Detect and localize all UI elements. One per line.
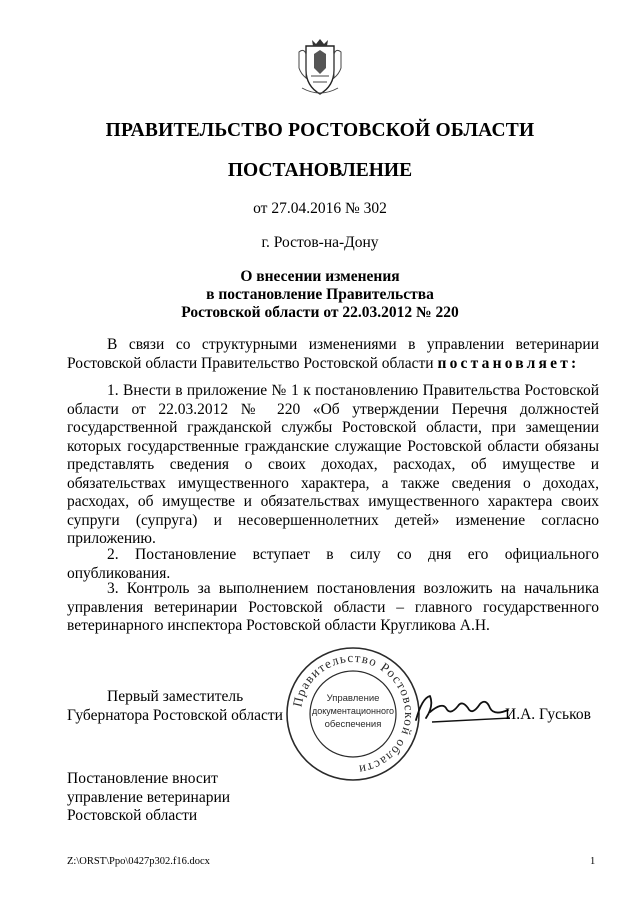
- signatory-position: [67, 688, 283, 725]
- coat-of-arms-icon: [296, 38, 344, 98]
- item-3-paragraph: 3. Контроль за выполнением постановления возложить на начальника управления ветеринарии Ростовской области – главного государственного ветеринарного инспектора Ростовской области Кругликова А.Н.: [67, 580, 599, 634]
- intro-text: В связи со структурными изменениями в управлении ветеринарии Ростовской области Правительство Ростовской области: [67, 336, 599, 372]
- submitted-by-note: [67, 770, 230, 826]
- seal-inner-line-1: Управление: [326, 693, 380, 704]
- subject-line-1: О внесении изменения: [240, 268, 400, 285]
- submitted-by-line-1: Постановление вносит: [67, 770, 218, 787]
- document-city: г. Ростов-на-Дону: [261, 234, 379, 251]
- document-subject: [0, 268, 640, 322]
- document-type: ПОСТАНОВЛЕНИЕ: [227, 160, 413, 181]
- item-1-paragraph: 1. Внести в приложение № 1 к постановлению Правительства Ростовской области от 22.03.2012 № 220 «Об утверждении Перечня должностей государственной гражданской службы Ростовской области, при замещении которых государственные гражданские служащие Ростовской области обязаны представлять сведения о своих доходах, расходах, об имуществе и обязательствах имущественного характера, а также сведения о доходах, расходах, об имуществе и обязательствах имущественного характера своих супруги (супруга) и несовершеннолетних детей» изменение согласно приложению.: [67, 382, 599, 547]
- document-date-number: от 27.04.2016 № 302: [253, 200, 387, 217]
- page-number: 1: [590, 856, 596, 867]
- submitted-by-line-3: Ростовской области: [67, 807, 198, 824]
- seal-inner-line-3: обеспечения: [324, 719, 382, 730]
- signatory-position-line-1: Первый заместитель: [107, 688, 244, 705]
- signatory-name: И.А. Гуськов: [505, 706, 591, 723]
- file-path: Z:\ORST\Ppo\0427p302.f16.docx: [67, 856, 210, 867]
- handwritten-signature-icon: [412, 692, 512, 726]
- seal-outer-text: Правительство Ростовской области: [289, 649, 418, 778]
- item-2-paragraph: 2. Постановление вступает в силу со дня его официального опубликования.: [67, 546, 599, 582]
- seal-inner-line-2: документационного: [311, 706, 395, 716]
- intro-paragraph: [67, 336, 599, 373]
- official-seal-icon: [284, 645, 422, 783]
- submitted-by-line-2: управление ветеринарии: [67, 788, 231, 806]
- intro-keyword: постановляет:: [437, 354, 580, 372]
- organization-title: ПРАВИТЕЛЬСТВО РОСТОВСКОЙ ОБЛАСТИ: [105, 120, 535, 141]
- signatory-position-line-2: Губернатора Ростовской области: [67, 706, 283, 724]
- subject-line-2: в постановление Правительства: [206, 286, 434, 303]
- subject-line-3: Ростовской области от 22.03.2012 № 220: [181, 304, 459, 321]
